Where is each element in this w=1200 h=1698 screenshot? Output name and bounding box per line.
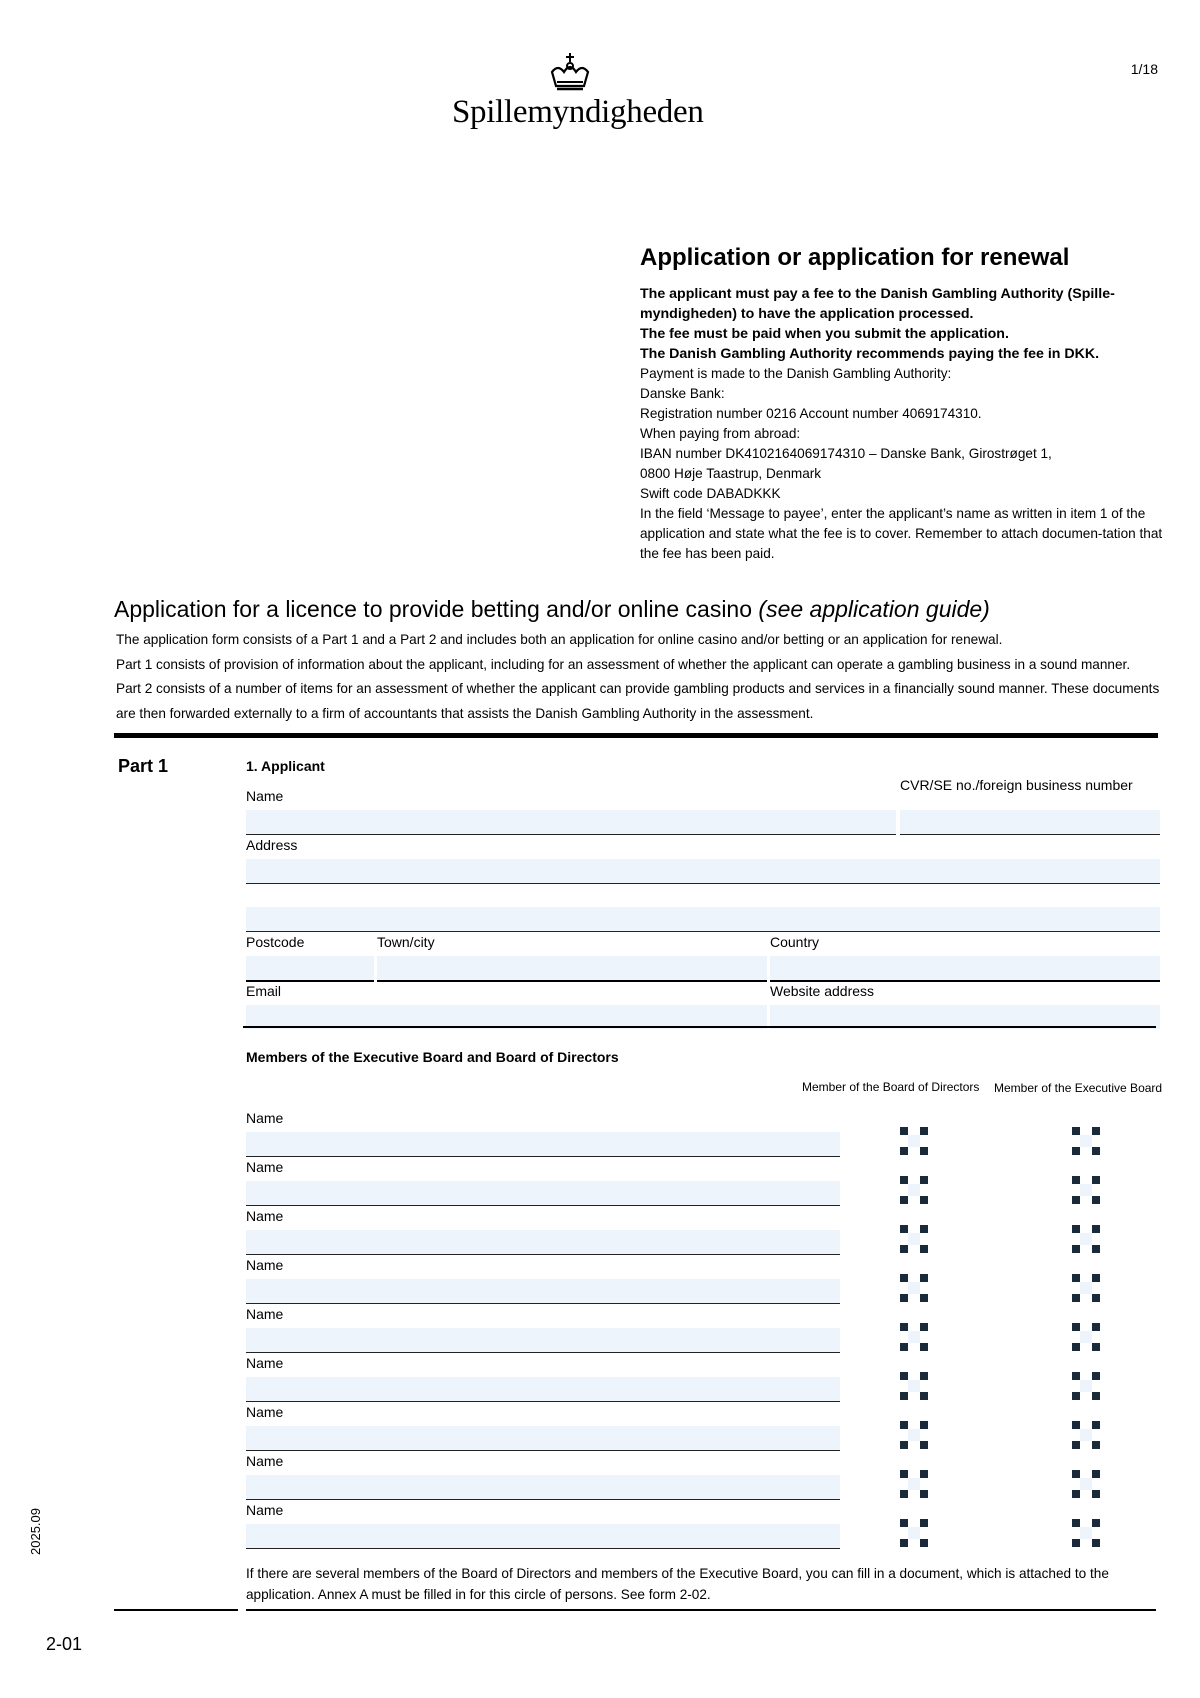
member-name-label: Name	[246, 1306, 284, 1322]
payment-title: Application or application for renewal	[640, 244, 1070, 271]
member-name-label: Name	[246, 1453, 284, 1469]
member-name-label: Name	[246, 1159, 284, 1175]
member-name-input[interactable]	[246, 1524, 840, 1549]
address-input-line-2[interactable]	[246, 907, 1160, 932]
executive-member-checkbox[interactable]	[1072, 1274, 1100, 1302]
member-name-label: Name	[246, 1208, 284, 1224]
board-member-checkbox[interactable]	[900, 1274, 928, 1302]
crown-icon	[548, 52, 592, 94]
application-guide-reference: (see application guide)	[758, 596, 990, 622]
member-name-label: Name	[246, 1110, 284, 1126]
member-name-label: Name	[246, 1355, 284, 1371]
intro-text	[116, 628, 1176, 726]
board-member-checkbox[interactable]	[900, 1323, 928, 1351]
version-date: 2025.09	[28, 1508, 43, 1555]
payment-bold-line: The applicant must pay a fee to the Danish Gambling Authority (Spille-myndigheden) to have the application processed.	[640, 286, 1115, 322]
executive-member-checkbox[interactable]	[1072, 1127, 1100, 1155]
email-label: Email	[246, 983, 282, 999]
payment-line: When paying from abroad:	[640, 426, 801, 441]
executive-member-checkbox[interactable]	[1072, 1176, 1100, 1204]
part-label: Part 1	[118, 756, 169, 776]
board-member-checkbox[interactable]	[900, 1127, 928, 1155]
executive-member-checkbox[interactable]	[1072, 1372, 1100, 1400]
form-title	[114, 596, 990, 623]
intro-paragraph: Part 2 consists of a number of items for an assessment of whether the applicant can provide gambling products and services in a financially sound manner. These documents are then forwarded externally to a firm of accountants that assists the Danish Gambling Authority in the assessment.	[116, 681, 1160, 721]
board-member-checkbox[interactable]	[900, 1470, 928, 1498]
logo-wordmark: Spillemyndigheden	[452, 94, 704, 130]
member-name-label: Name	[246, 1404, 284, 1420]
postcode-input[interactable]	[246, 956, 374, 982]
member-name-input[interactable]	[246, 1279, 840, 1304]
board-member-checkbox[interactable]	[900, 1421, 928, 1449]
board-member-checkbox[interactable]	[900, 1372, 928, 1400]
payment-line: In the field ‘Message to payee’, enter the applicant’s name as written in item 1 of the application and state what the fee is to cover. Remember to attach documen-tation that the fee has been paid.	[640, 506, 1163, 561]
applicant-name-input[interactable]	[246, 810, 896, 835]
intro-paragraph: The application form consists of a Part 1 and a Part 2 and includes both an application for online casino and/or betting or an application for renewal.	[116, 632, 1003, 647]
section-title-applicant: 1. Applicant	[246, 758, 325, 774]
footer-rule-left	[114, 1609, 238, 1611]
country-label: Country	[770, 934, 820, 950]
payment-bold-line: The fee must be paid when you submit the application.	[640, 326, 1009, 342]
member-name-input[interactable]	[246, 1132, 840, 1157]
members-title: Members of the Executive Board and Board of Directors	[246, 1049, 619, 1065]
member-name-label: Name	[246, 1257, 284, 1273]
website-label: Website address	[770, 983, 875, 999]
executive-column-header: Member of the Executive Board	[994, 1081, 1163, 1095]
payment-line: Swift code DABADKKK	[640, 486, 781, 501]
board-column-header: Member of the Board of Directors	[802, 1080, 980, 1094]
country-input[interactable]	[770, 956, 1160, 982]
executive-member-checkbox[interactable]	[1072, 1470, 1100, 1498]
executive-member-checkbox[interactable]	[1072, 1323, 1100, 1351]
payment-line: IBAN number DK4102164069174310 – Danske Bank, Girostrøget 1,	[640, 446, 1052, 461]
member-name-input[interactable]	[246, 1475, 840, 1500]
intro-paragraph: Part 1 consists of provision of information about the applicant, including for an assessment of whether the applicant can operate a gambling business in a sound manner.	[116, 656, 1131, 672]
payment-line: Danske Bank:	[640, 386, 725, 401]
cvr-number-input[interactable]	[900, 810, 1160, 835]
board-member-checkbox[interactable]	[900, 1225, 928, 1253]
member-name-input[interactable]	[246, 1181, 840, 1206]
executive-member-checkbox[interactable]	[1072, 1421, 1100, 1449]
payment-line: 0800 Høje Taastrup, Denmark	[640, 466, 822, 481]
cvr-label: CVR/SE no./foreign business number	[900, 777, 1133, 793]
postcode-label: Postcode	[246, 934, 305, 950]
member-name-input[interactable]	[246, 1328, 840, 1353]
member-name-input[interactable]	[246, 1426, 840, 1451]
member-name-input[interactable]	[246, 1230, 840, 1255]
members-note: If there are several members of the Board of Directors and members of the Executive Board, you can fill in a document, which is attached to the application. Annex A must be filled in for this circle of persons. See form 2-02.	[246, 1566, 1109, 1602]
form-code: 2-01	[46, 1634, 83, 1654]
page-number: 1/18	[1130, 61, 1158, 77]
town-label: Town/city	[377, 934, 435, 950]
board-member-checkbox[interactable]	[900, 1519, 928, 1547]
board-member-checkbox[interactable]	[900, 1176, 928, 1204]
section-divider	[114, 733, 1158, 738]
applicant-section-rule	[243, 1026, 1156, 1028]
form-title-text: Application for a licence to provide betting and/or online casino	[114, 596, 759, 622]
town-input[interactable]	[377, 956, 767, 982]
payment-line: Payment is made to the Danish Gambling Authority:	[640, 366, 952, 381]
payment-line: Registration number 0216 Account number 4069174310.	[640, 406, 982, 421]
address-input-line-1[interactable]	[246, 859, 1160, 884]
executive-member-checkbox[interactable]	[1072, 1519, 1100, 1547]
name-label: Name	[246, 788, 284, 804]
executive-member-checkbox[interactable]	[1072, 1225, 1100, 1253]
payment-bold-line: The Danish Gambling Authority recommends paying the fee in DKK.	[640, 346, 1100, 362]
member-name-label: Name	[246, 1502, 284, 1518]
payment-info	[640, 244, 1170, 564]
footer-rule-right	[246, 1609, 1156, 1611]
member-name-input[interactable]	[246, 1377, 840, 1402]
address-label: Address	[246, 837, 298, 853]
